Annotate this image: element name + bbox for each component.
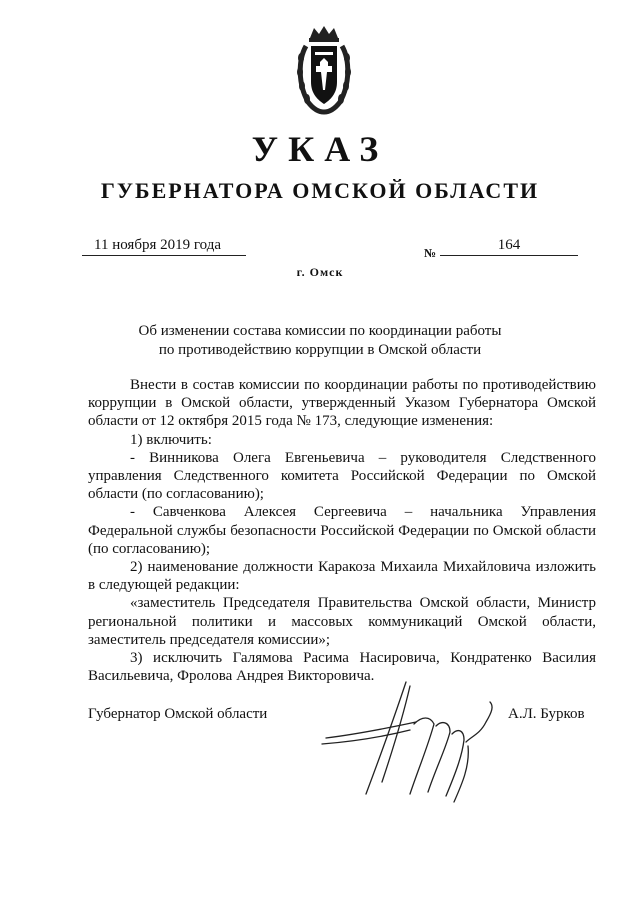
body-paragraph: - Винникова Олега Евгеньевича – руководителя Следственного управления Следственного комитета Российской Федерации по Омской области (по согласованию); bbox=[88, 449, 596, 503]
body-paragraph: Внести в состав комиссии по координации работы по противодействию коррупции в Омской области, утвержденный Указом Губернатора Омской области от 12 октября 2015 года № 173, следующие изменения: bbox=[88, 377, 596, 430]
document-body bbox=[88, 376, 596, 685]
document-subtitle: ГУБЕРНАТОРА ОМСКОЙ ОБЛАСТИ bbox=[100, 178, 540, 203]
body-paragraph: 3) исключить Галямова Расима Насировича, Кондратенко Василия Васильевича, Фролова Андрея Викторовича. bbox=[88, 650, 596, 685]
handwritten-signature bbox=[318, 676, 506, 806]
number-label: № bbox=[424, 246, 437, 260]
body-paragraph: «заместитель Председателя Правительства Омской области, Министр региональной политики и массовых коммуникаций Омской области, заместитель председателя комиссии»; bbox=[88, 595, 596, 648]
body-paragraph: - Савченкова Алексея Сергеевича – начальника Управления Федеральной службы безопасности Российской Федерации по Омской области (по согласованию); bbox=[88, 504, 596, 557]
body-paragraph: 1) включить: bbox=[130, 431, 212, 448]
signatory-position: Губернатор Омской области bbox=[88, 706, 268, 722]
heading-line: по противодействию коррупции в Омской области bbox=[158, 342, 482, 358]
heading-line: Об изменении состава комиссии по координации работы bbox=[138, 323, 502, 339]
body-paragraph: 2) наименование должности Каракоза Михаила Михайловича изложить в следующей редакции: bbox=[88, 559, 596, 594]
signatory-name: А.Л. Бурков bbox=[508, 706, 585, 722]
document-heading bbox=[90, 322, 550, 360]
document-title: УКАЗ bbox=[251, 129, 389, 169]
document-city: г. Омск bbox=[296, 265, 344, 279]
document-number: 164 bbox=[440, 237, 578, 256]
document-date: 11 ноября 2019 года bbox=[82, 237, 246, 256]
omsk-oblast-coat-of-arms-icon bbox=[294, 24, 354, 116]
